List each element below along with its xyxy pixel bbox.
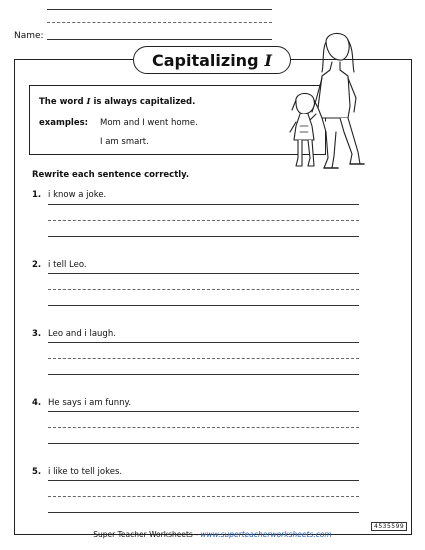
instructions: Rewrite each sentence correctly. [32,170,190,180]
answer-guide-line [48,496,359,497]
answer-top-line[interactable] [48,342,359,343]
name-field-line[interactable] [47,39,272,40]
examples-label: examples: [39,118,89,128]
answer-guide-line [48,289,359,290]
answer-top-line[interactable] [48,204,359,205]
answer-base-line[interactable] [48,236,359,237]
rule-suffix: is always capitalized. [93,97,196,107]
name-label: Name: [14,31,44,41]
name-guide-line [47,22,272,23]
question-number: 3. [32,329,42,339]
answer-guide-line [48,427,359,428]
example-2: I am smart. [100,137,149,147]
answer-guide-line [48,358,359,359]
name-top-line [47,9,272,10]
answer-guide-line [48,220,359,221]
answer-base-line[interactable] [48,512,359,513]
rule-letter: I [86,97,91,107]
question-number: 5. [32,467,42,477]
question-text: i like to tell jokes. [48,467,123,477]
worksheet-code: 4535599 [371,522,407,531]
title-letter: I [264,50,272,70]
example-1: Mom and I went home. [100,118,198,128]
footer-brand: Super Teacher Worksheets - [93,530,201,539]
question-number: 2. [32,260,42,270]
answer-top-line[interactable] [48,411,359,412]
question-text: He says i am funny. [48,398,132,408]
question-text: Leo and i laugh. [48,329,116,339]
answer-top-line[interactable] [48,480,359,481]
rule-prefix: The word [39,97,84,107]
page-title [133,46,291,74]
answer-top-line[interactable] [48,273,359,274]
footer [0,530,425,539]
answer-base-line[interactable] [48,443,359,444]
question-text: i know a joke. [48,190,107,200]
question-number: 4. [32,398,42,408]
answer-base-line[interactable] [48,305,359,306]
question-number: 1. [32,190,42,200]
question-text: i tell Leo. [48,260,87,270]
mother-child-illustration [282,28,392,178]
rule-statement [39,97,195,107]
answer-base-line[interactable] [48,374,359,375]
footer-url-link[interactable]: www.superteacherworksheets.com [200,530,332,539]
title-text: Capitalizing [151,50,259,70]
